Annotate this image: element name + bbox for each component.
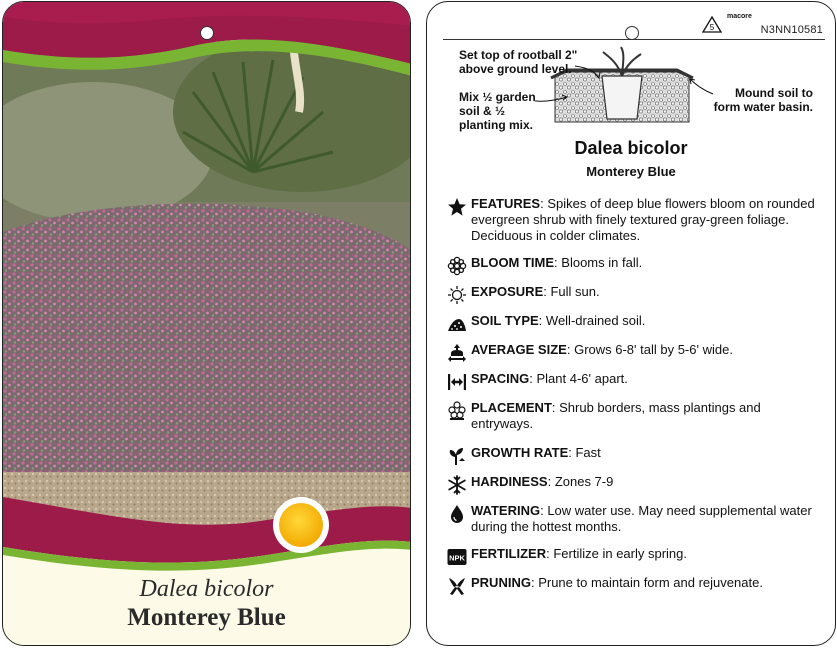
attr-watering: WATERING: Low water use. May need supplemental water during the hottest months. <box>447 503 819 535</box>
soil-icon <box>447 314 467 334</box>
flower-icon <box>447 256 467 276</box>
sun-icon <box>447 285 467 305</box>
back-cultivar-name: Monterey Blue <box>586 164 676 179</box>
svg-text:5: 5 <box>709 23 715 32</box>
attr-average-size: AVERAGE SIZE: Grows 6-8' tall by 5-6' wide. <box>447 342 819 363</box>
front-cultivar-name: Monterey Blue <box>127 604 286 631</box>
plant-photo <box>3 2 411 646</box>
attr-exposure: EXPOSURE: Full sun. <box>447 284 819 305</box>
attr-hardiness: HARDINESS: Zones 7-9 <box>447 474 819 495</box>
hang-hole <box>200 26 214 40</box>
rootball-label: Set top of rootball 2" above ground level. <box>459 48 578 76</box>
size-icon <box>447 343 467 363</box>
tag-code: N3NN10581 <box>760 24 823 36</box>
growth-icon <box>447 446 467 466</box>
attr-features: FEATURES: Spikes of deep blue flowers bloom on rounded evergreen shrub with finely textured gray-green foliage. Deciduous in colder climates. <box>447 196 819 244</box>
star-icon <box>447 197 467 217</box>
attr-fertilizer: NPK FERTILIZER: Fertilize in early spring. <box>447 546 819 567</box>
snowflake-icon <box>447 475 467 495</box>
pruner-icon <box>447 576 467 596</box>
full-sun-badge <box>279 503 323 547</box>
attr-placement: PLACEMENT: Shrub borders, mass plantings and entryways. <box>447 400 819 432</box>
attr-growth-rate: GROWTH RATE: Fast <box>447 445 819 466</box>
placement-icon <box>447 401 467 421</box>
attr-soil-type: SOIL TYPE: Well-drained soil. <box>447 313 819 334</box>
attr-pruning: PRUNING: Prune to maintain form and rejuvenate. <box>447 575 819 596</box>
attr-bloom-time: BLOOM TIME: Blooms in fall. <box>447 255 819 276</box>
back-tag <box>426 1 836 646</box>
back-latin-name: Dalea bicolor <box>574 138 688 158</box>
water-drop-icon <box>447 504 467 524</box>
soil-mix-label: Mix ½ garden soil & ½ planting mix. <box>459 90 536 132</box>
front-tag <box>2 1 411 646</box>
attr-spacing: SPACING: Plant 4-6' apart. <box>447 371 819 392</box>
front-latin-name: Dalea bicolor <box>139 576 274 602</box>
basin-label: Mound soil to form water basin. <box>713 86 813 114</box>
spacing-icon <box>447 372 467 392</box>
svg-text:NPK: NPK <box>449 553 465 563</box>
macore-logo: macore <box>727 13 752 20</box>
npk-icon <box>447 547 467 567</box>
